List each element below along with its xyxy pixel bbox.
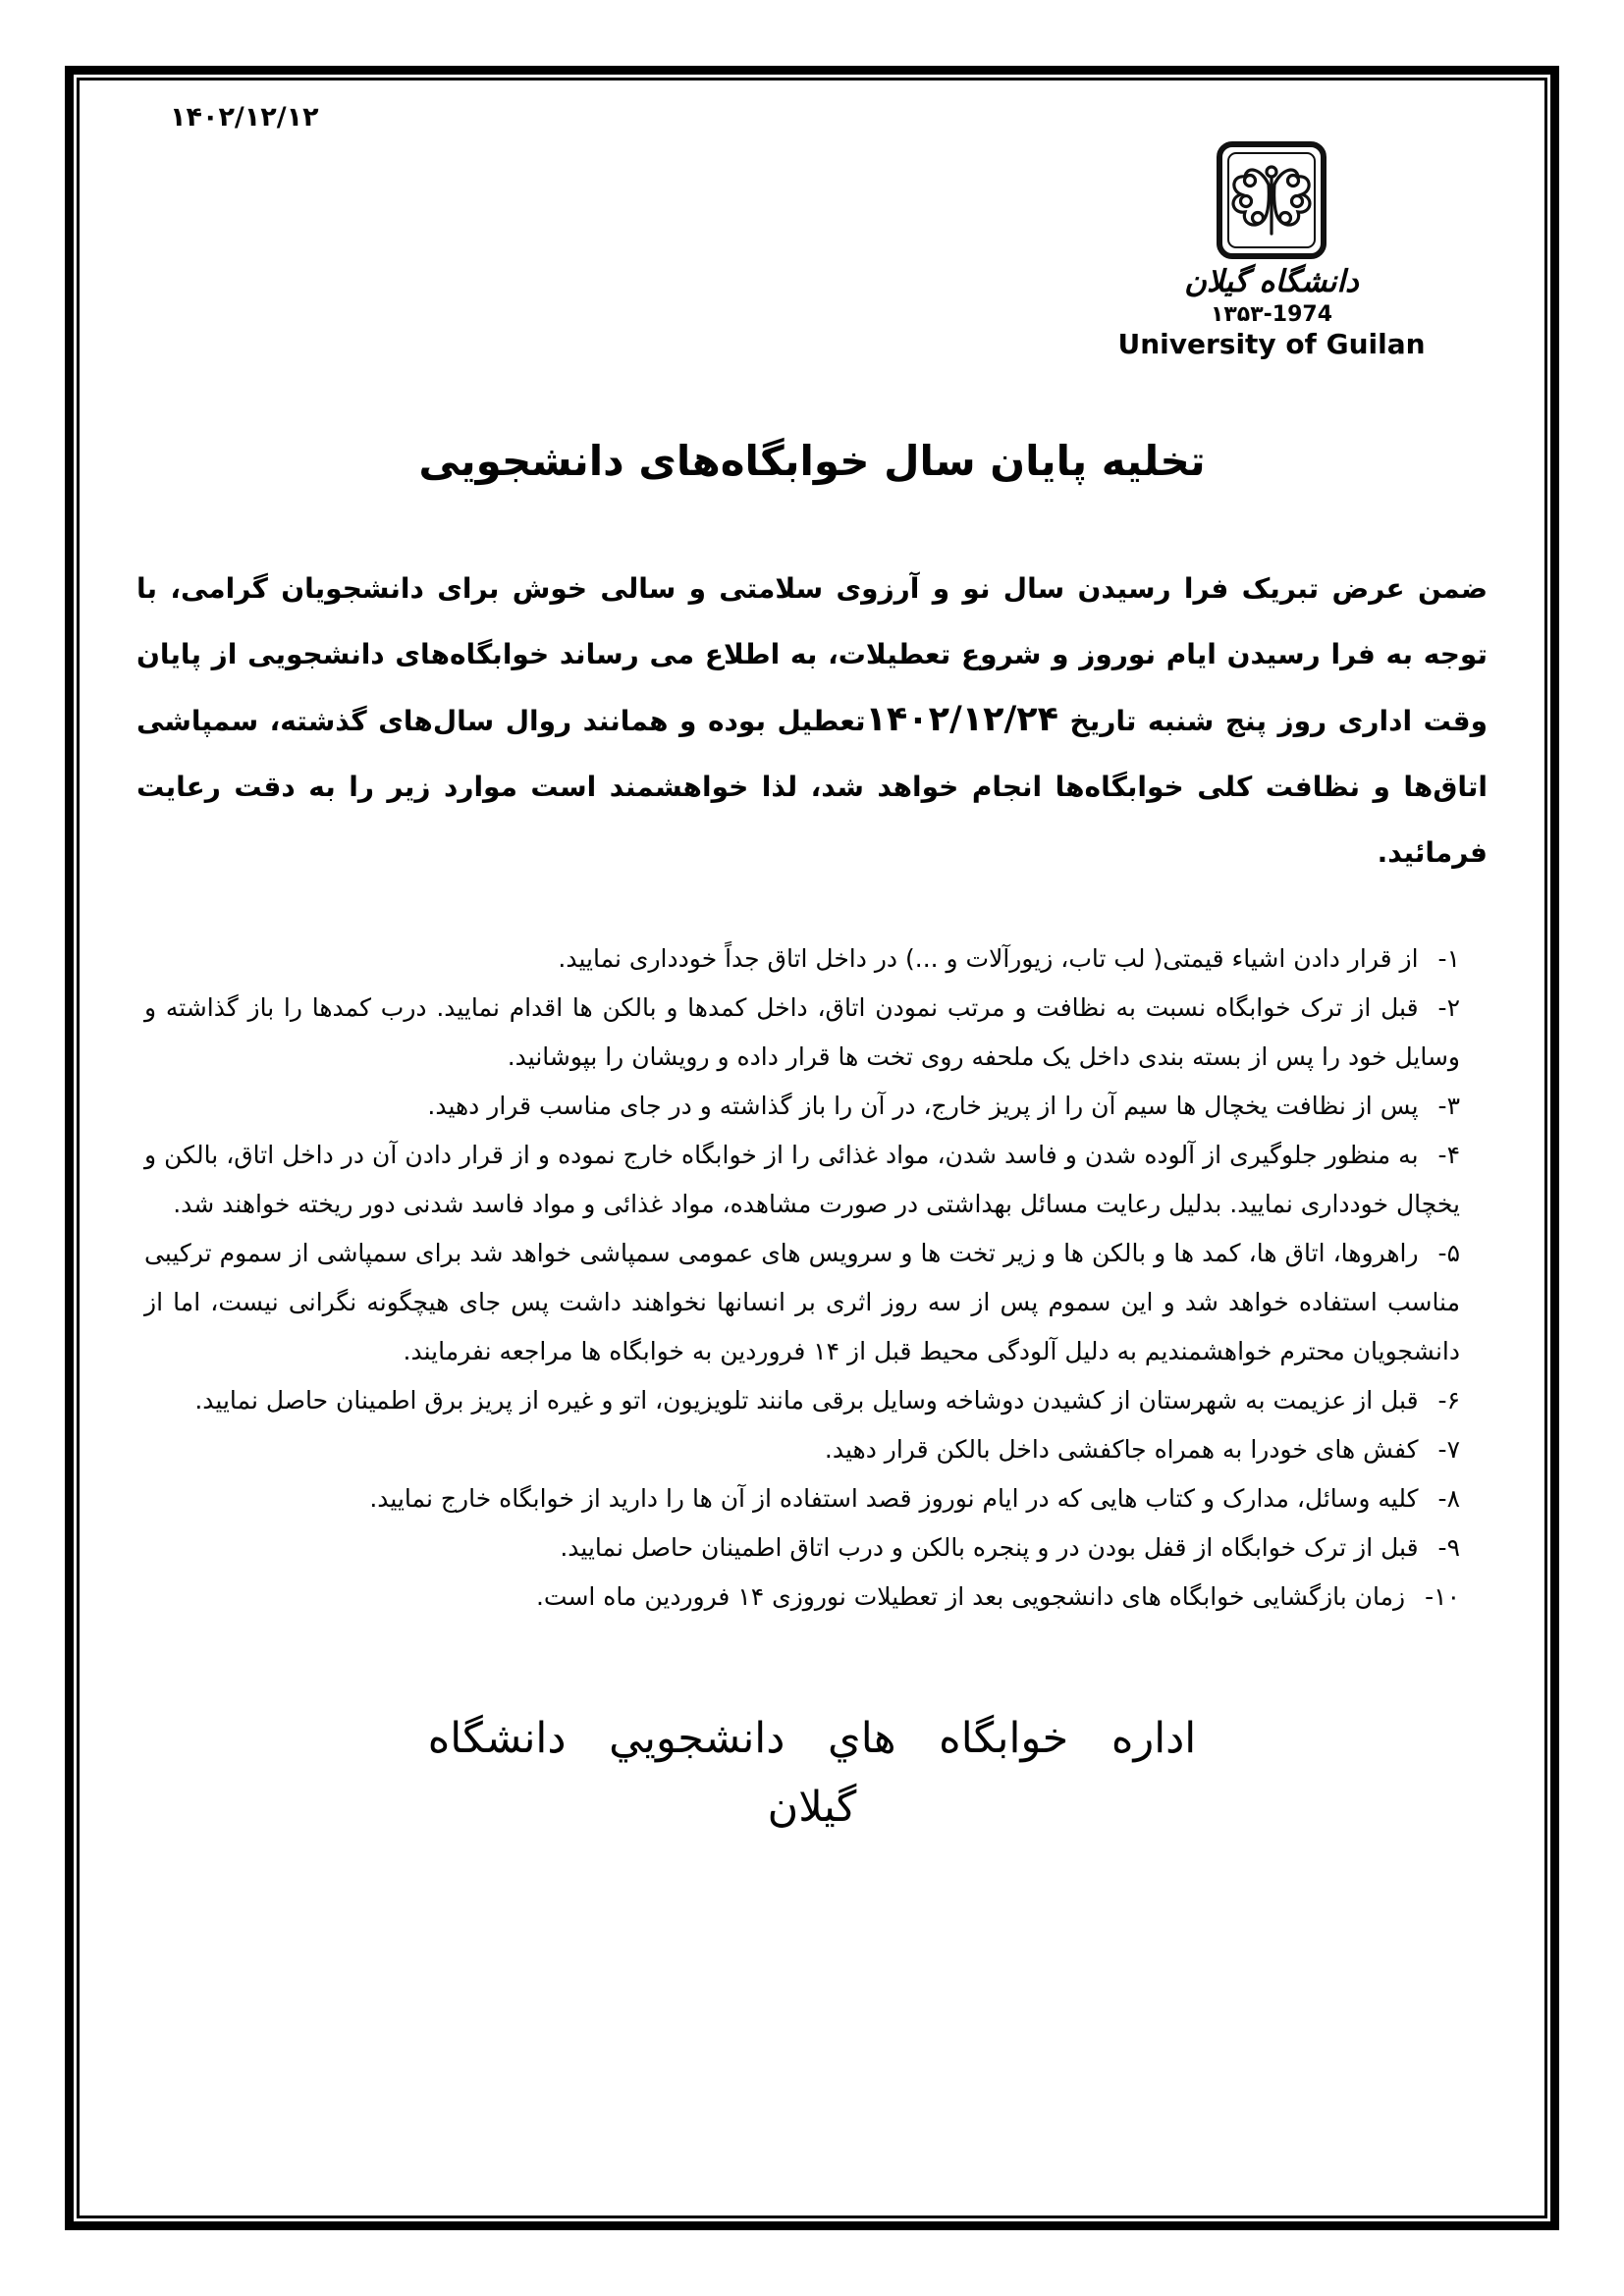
item-number: ۸- — [1437, 1484, 1460, 1513]
item-text: به منظور جلوگیری از آلوده شدن و فاسد شدن، مواد غذائی را از خوابگاه خارج نموده و از قرار دادن آن در داخل اتاق، بالکن و یخچال خودداری نمایید. بدلیل رعایت مسائل بهداشتی در صورت مشاهده، مواد غذائی و مواد فاسد شدنی دور ریخته خواهند شد. — [144, 1141, 1460, 1218]
logo-founding-years: ۱۳۵۳-1974 — [1210, 301, 1333, 327]
item-text: کلیه وسائل، مدارک و کتاب هایی که در ایام نوروز قصد استفاده از آن ها را دارید از خوابگاه خارج نمایید. — [369, 1484, 1419, 1513]
list-item — [144, 1131, 1460, 1229]
intro-paragraph — [136, 556, 1488, 885]
list-item — [144, 934, 1460, 984]
item-text: کفش های خودرا به همراه جاکفشی داخل بالکن قرار دهید. — [824, 1435, 1419, 1464]
list-item — [144, 1573, 1460, 1622]
intro-text-after-date: تعطیل بوده و همانند روال سال‌های گذشته، سمپاشی اتاق‌ها و نظافت کلی خوابگاه‌ها انجام خواهد شد، لذا خواهشمند است موارد زیر را به دقت رعایت فرمائید. — [136, 705, 1488, 869]
university-logo-icon — [1215, 139, 1328, 261]
rules-list — [144, 934, 1460, 1622]
item-text: پس از نظافت یخچال ها سیم آن را از پریز خارج، در آن را باز گذاشته و در جای مناسب قرار دهید. — [427, 1092, 1419, 1120]
item-text: زمان بازگشایی خوابگاه های دانشجویی بعد از تعطیلات نوروزی ۱۴ فروردین ماه است. — [535, 1582, 1406, 1611]
page-border-inner — [77, 78, 1547, 2218]
list-item — [144, 1082, 1460, 1131]
item-number: ۴- — [1437, 1141, 1460, 1169]
list-item — [144, 1376, 1460, 1425]
list-item — [144, 1474, 1460, 1523]
item-text: راهروها، اتاق ها، کمد ها و بالکن ها و زیر تخت ها و سرویس های عمومی سمپاشی خواهد شد برای سمپاشی از سموم ترکیبی مناسب استفاده خواهد شد و این سموم پس از سه روز اثری بر انسانها نخواهند داشت پس جای هیچگونه نگرانی نیست، اما از دانشجویان محترم خواهشمندیم به دلیل آلودگی محیط قبل از ۱۴ فروردین به خوابگاه ها مراجعه نفرمایند. — [144, 1239, 1460, 1365]
item-number: ۳- — [1437, 1092, 1460, 1120]
page-content — [80, 80, 1544, 2216]
intro-text-before-date: ضمن عرض تبریک فرا رسیدن سال نو و آرزوی سلامتی و سالی خوش برای دانشجویان گرامی، با توجه به فرا رسیدن ایام نوروز و شروع تعطیلات، به اطلاع می رساند خوابگاه‌های دانشجویی از پایان وقت اداری روز پنج شنبه تاریخ — [136, 572, 1488, 737]
item-text: از قرار دادن اشیاء قیمتی( لب تاب، زیورآلات و ...) در داخل اتاق جداً خودداری نمایید. — [558, 944, 1419, 973]
letter-date: ۱۴۰۲/۱۲/۱۲ — [170, 102, 319, 133]
page-title: تخلیه پایان سال خوابگاه‌های دانشجویی — [418, 437, 1206, 485]
item-number: ۹- — [1437, 1533, 1460, 1562]
item-text: قبل از عزیمت به شهرستان از کشیدن دوشاخه وسایل برقی مانند تلویزیون، اتو و غیره از پریز برق اطمینان حاصل نمایید. — [194, 1386, 1419, 1415]
item-number: ۱۰- — [1425, 1582, 1460, 1611]
signature-line2: گيلان — [767, 1783, 857, 1832]
logo-persian-name: دانشگاه گیلان — [1184, 264, 1359, 299]
page-border-outer — [65, 66, 1559, 2230]
list-item — [144, 1425, 1460, 1474]
closure-date: ۱۴۰۲/۱۲/۲۴ — [865, 700, 1058, 739]
list-item — [144, 1523, 1460, 1573]
item-text: قبل از ترک خوابگاه از قفل بودن در و پنجره بالکن و درب اتاق اطمینان حاصل نمایید. — [560, 1533, 1419, 1562]
signature-line1: اداره خوابگاه هاي دانشجويي دانشگاه — [427, 1714, 1197, 1763]
item-number: ۱- — [1437, 944, 1460, 973]
item-number: ۷- — [1437, 1435, 1460, 1464]
item-number: ۲- — [1437, 993, 1460, 1022]
item-text: قبل از ترک خوابگاه نسبت به نظافت و مرتب نمودن اتاق، داخل کمدها و بالکن ها اقدام نمایید. درب کمدها را باز گذاشته و وسایل خود را پس از بسته بندی داخل یک ملحفه روی تخت ها قرار داده و رویشان را بپوشانید. — [144, 993, 1460, 1071]
item-number: ۶- — [1437, 1386, 1460, 1415]
logo-english-name: University of Guilan — [1117, 327, 1426, 360]
list-item — [144, 1229, 1460, 1376]
university-logo — [1105, 139, 1438, 360]
item-number: ۵- — [1437, 1239, 1460, 1267]
list-item — [144, 984, 1460, 1082]
signature-block — [80, 1704, 1544, 1842]
